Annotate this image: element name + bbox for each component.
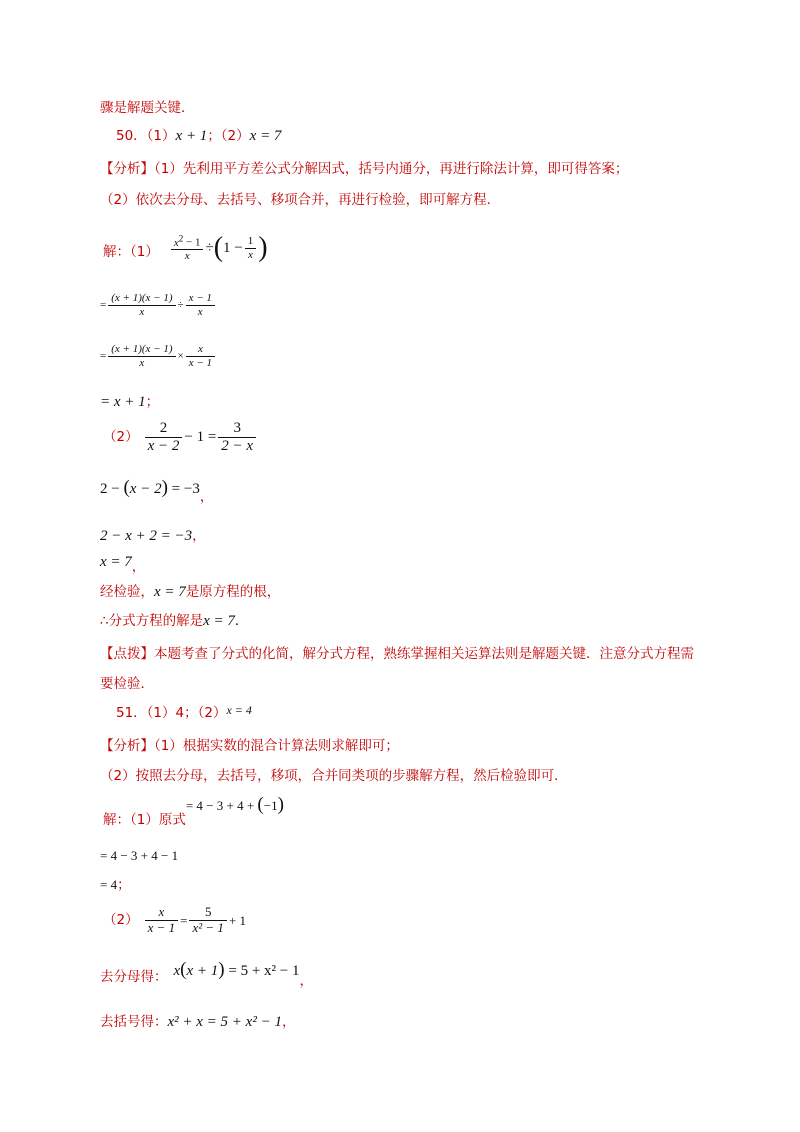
- text-line: （2）依次去分母、去括号、移项合并，再进行检验，即可解方程．: [100, 192, 501, 208]
- math-step: = $\frac{(x + 1)(x - 1)}{x}$ × $\frac{x}{x - 1}$: [100, 343, 217, 369]
- math-step: = x + 1；: [100, 394, 160, 410]
- text-line: 要检验．: [100, 676, 154, 692]
- conclusion-line: ∴分式方程的解是x = 7．: [100, 613, 249, 629]
- text-line: 骤是解题关键．: [100, 100, 195, 116]
- analysis-51: 【分析】（1）根据实数的混合计算法则求解即可；: [100, 738, 399, 754]
- text-line: （2）按照去分母，去括号，移项，合并同类项的步骤解方程，然后检验即可．: [100, 768, 568, 784]
- math-step: 2 − x + 2 = −3，: [100, 528, 206, 544]
- math-step: $2 - (x - 2) = -3_,$: [100, 477, 214, 505]
- step-denominator: $_{去分母得:}$ $x(x + 1) = 5 + x^2 - 1_,$: [100, 959, 313, 989]
- solution-51-2: （2） $\frac{x}{x - 1}$ = $\frac{5}{\text{x² − 1}}$ + 1: [103, 904, 247, 935]
- comment-50: 【点拨】本题考查了分式的化简，解分式方程，熟练掌握相关运算法则是解题关键．注意分式方程需: [100, 646, 694, 662]
- step-brackets: 去括号得：x² + x = 5 + x² − 1，: [100, 1014, 296, 1030]
- answer-51: 51．（1）4；（2）x = 4: [116, 703, 252, 721]
- math-step: $x = 7_,$: [100, 554, 146, 575]
- math-step: = 4；: [100, 877, 131, 893]
- math-step: = 4 − 3 + 4 − 1: [100, 848, 179, 863]
- solution-50-1: 解：（1） $\frac{x^2 - 1}{x}$ ÷ ( 1 − $\frac{1}{x}$ ): [103, 232, 268, 263]
- solution-50-2: （2） $\frac{2}{x - 2}$ − 1 = $\frac{3}{2 - x}$: [103, 420, 258, 456]
- solution-51-1: $_{解:(1)原式}$= 4 − 3 + 4 + (−1): [103, 794, 284, 828]
- math-step: = $\frac{(x + 1)(x - 1)}{x}$ ÷ $\frac{x - 1}{x}$: [100, 292, 217, 318]
- check-line: 经检验，x = 7是原方程的根，: [100, 584, 281, 600]
- answer-50: 50．（1）x + 1；（2）x = 7: [116, 128, 282, 144]
- analysis-50: 【分析】（1）先利用平方差公式分解因式，括号内通分，再进行除法计算，即可得答案；: [100, 161, 629, 177]
